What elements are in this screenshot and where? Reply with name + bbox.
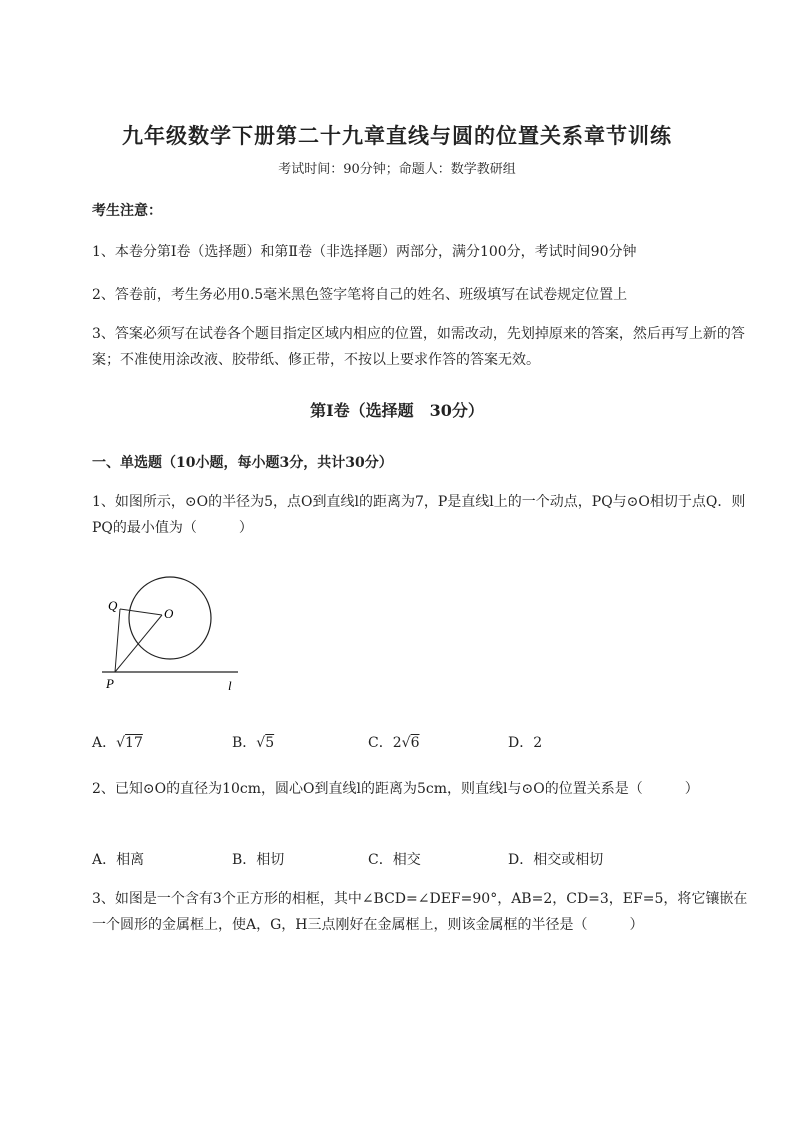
question-2-text: 2、已知⊙O的直径为10cm，圆心O到直线l的距离为5cm，则直线l与⊙O的位置关系是（ ） (92, 781, 699, 797)
option-letter: A． (92, 735, 117, 751)
option-b[interactable] (232, 732, 274, 752)
option-letter: D． (508, 852, 534, 868)
note-item-1: 1、本卷分第I卷（选择题）和第Ⅱ卷（非选择题）两部分，满分100分，考试时间90分钟 (92, 244, 637, 260)
option-text: 相交 (392, 852, 421, 868)
option-b[interactable] (232, 849, 284, 869)
option-c[interactable] (368, 849, 421, 869)
label-o: O (164, 606, 174, 621)
option-d[interactable] (508, 849, 603, 869)
segment-qo (120, 609, 162, 615)
option-prefix: 2 (392, 735, 402, 751)
option-c[interactable] (368, 732, 419, 752)
option-letter: D． (508, 735, 534, 751)
notes-heading: 考生注意： (92, 203, 162, 219)
question-1-figure (98, 560, 248, 695)
option-letter: C． (368, 852, 393, 868)
label-p: P (106, 676, 114, 691)
option-radicand: 6 (410, 735, 420, 751)
sqrt-sign: √ (116, 735, 126, 751)
option-letter: B． (232, 735, 257, 751)
option-radicand: 5 (265, 735, 275, 751)
note-item-3: 3、答案必须写在试卷各个题目指定区域内相应的位置，如需改动，先划掉原来的答案，然后再写上新的答案；不准使用涂改液、胶带纸、修正带，不按以上要求作答的答案无效。 (92, 326, 745, 368)
section-title: 第I卷（选择题 30分） (310, 401, 484, 420)
option-letter: A． (92, 852, 117, 868)
segment-pq (115, 609, 120, 672)
question-2-options (92, 849, 692, 869)
option-radicand: 17 (125, 735, 143, 751)
option-letter: C． (368, 735, 393, 751)
option-letter: B． (232, 852, 257, 868)
option-a[interactable] (92, 849, 144, 869)
label-l: l (228, 678, 232, 693)
question-1-text: 1、如图所示，⊙O的半径为5，点O到直线l的距离为7，P是直线l上的一个动点，PQ与⊙O相切于点Q．则PQ的最小值为（ ） (92, 494, 746, 536)
page-title: 九年级数学下册第二十九章直线与圆的位置关系章节训练 (122, 123, 672, 148)
page-subtitle: 考试时间：90分钟；命题人：数学教研组 (278, 162, 516, 177)
note-item-2: 2、答卷前，考生务必用0.5毫米黑色签字笔将自己的姓名、班级填写在试卷规定位置上 (92, 287, 628, 303)
option-prefix: 2 (533, 735, 543, 751)
question-3-text: 3、如图是一个含有3个正方形的相框，其中∠BCD=∠DEF=90°，AB=2，CD=3，EF=5，将它镶嵌在一个圆形的金属框上，使A，G，H三点刚好在金属框上，则该金属框的半径是（ ） (92, 891, 748, 933)
option-text: 相离 (116, 852, 145, 868)
sqrt-sign: √ (401, 735, 411, 751)
option-text: 相交或相切 (533, 852, 604, 868)
option-a[interactable] (92, 732, 143, 752)
option-d[interactable] (508, 732, 542, 752)
question-1-options (92, 732, 692, 752)
part-title: 一、单选题（10小题，每小题3分，共计30分） (92, 455, 393, 471)
label-q: Q (108, 598, 118, 613)
segment-po (115, 615, 162, 672)
option-text: 相切 (256, 852, 285, 868)
sqrt-sign: √ (256, 735, 266, 751)
